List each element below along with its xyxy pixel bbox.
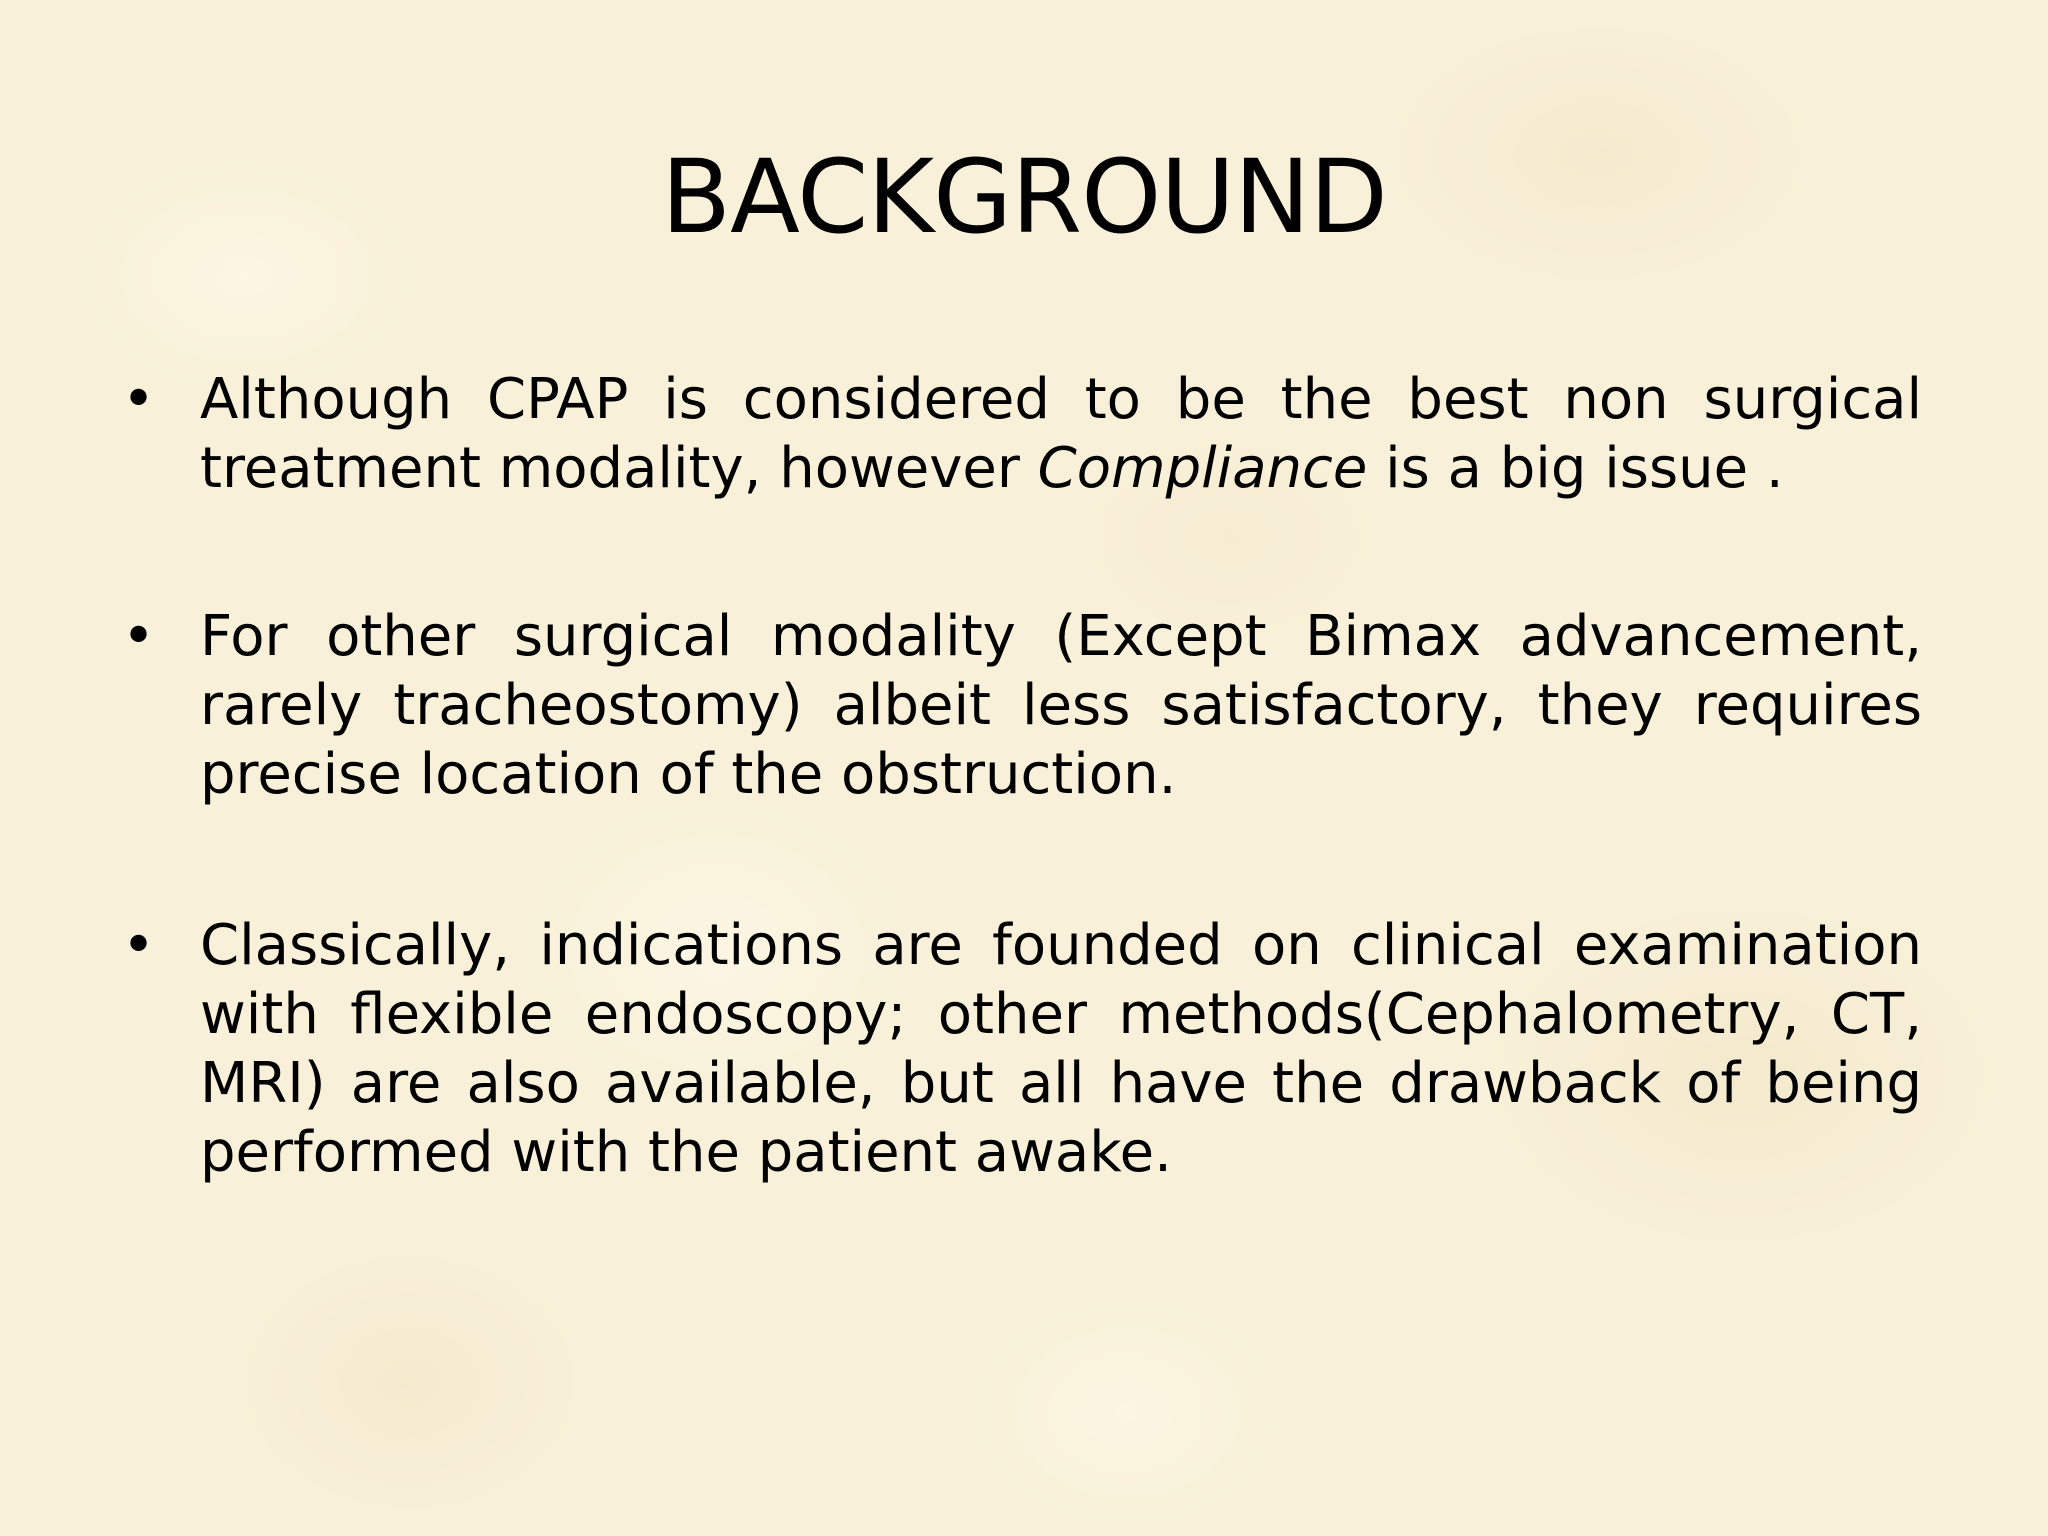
bullet-item-cpap-compliance xyxy=(122,365,1922,503)
bullet-text-part: Although CPAP is considered to be the best non surgical treatment modality, however xyxy=(200,367,1922,501)
bullet-text-part: is a big issue . xyxy=(1367,436,1784,501)
bullet-emphasis: Compliance xyxy=(1037,436,1368,501)
bullet-icon: • xyxy=(122,367,156,432)
bullet-text: For other surgical modality (Except Bimax advancement, rarely tracheostomy) albeit less satisfactory, they requires precise location of the obstruction. xyxy=(200,604,1922,807)
bullet-icon: • xyxy=(122,604,156,669)
bullet-icon: • xyxy=(122,913,156,978)
bullet-item-surgical-modality xyxy=(122,602,1922,809)
slide-title: BACKGROUND xyxy=(661,138,1387,257)
bullet-text: Classically, indications are founded on clinical examination with flexible endoscopy; other methods(Cephalometry, CT, MRI) are also available, but all have the drawback of being performed with the patient awake. xyxy=(200,913,1922,1185)
bullet-item-clinical-examination xyxy=(122,911,1922,1187)
